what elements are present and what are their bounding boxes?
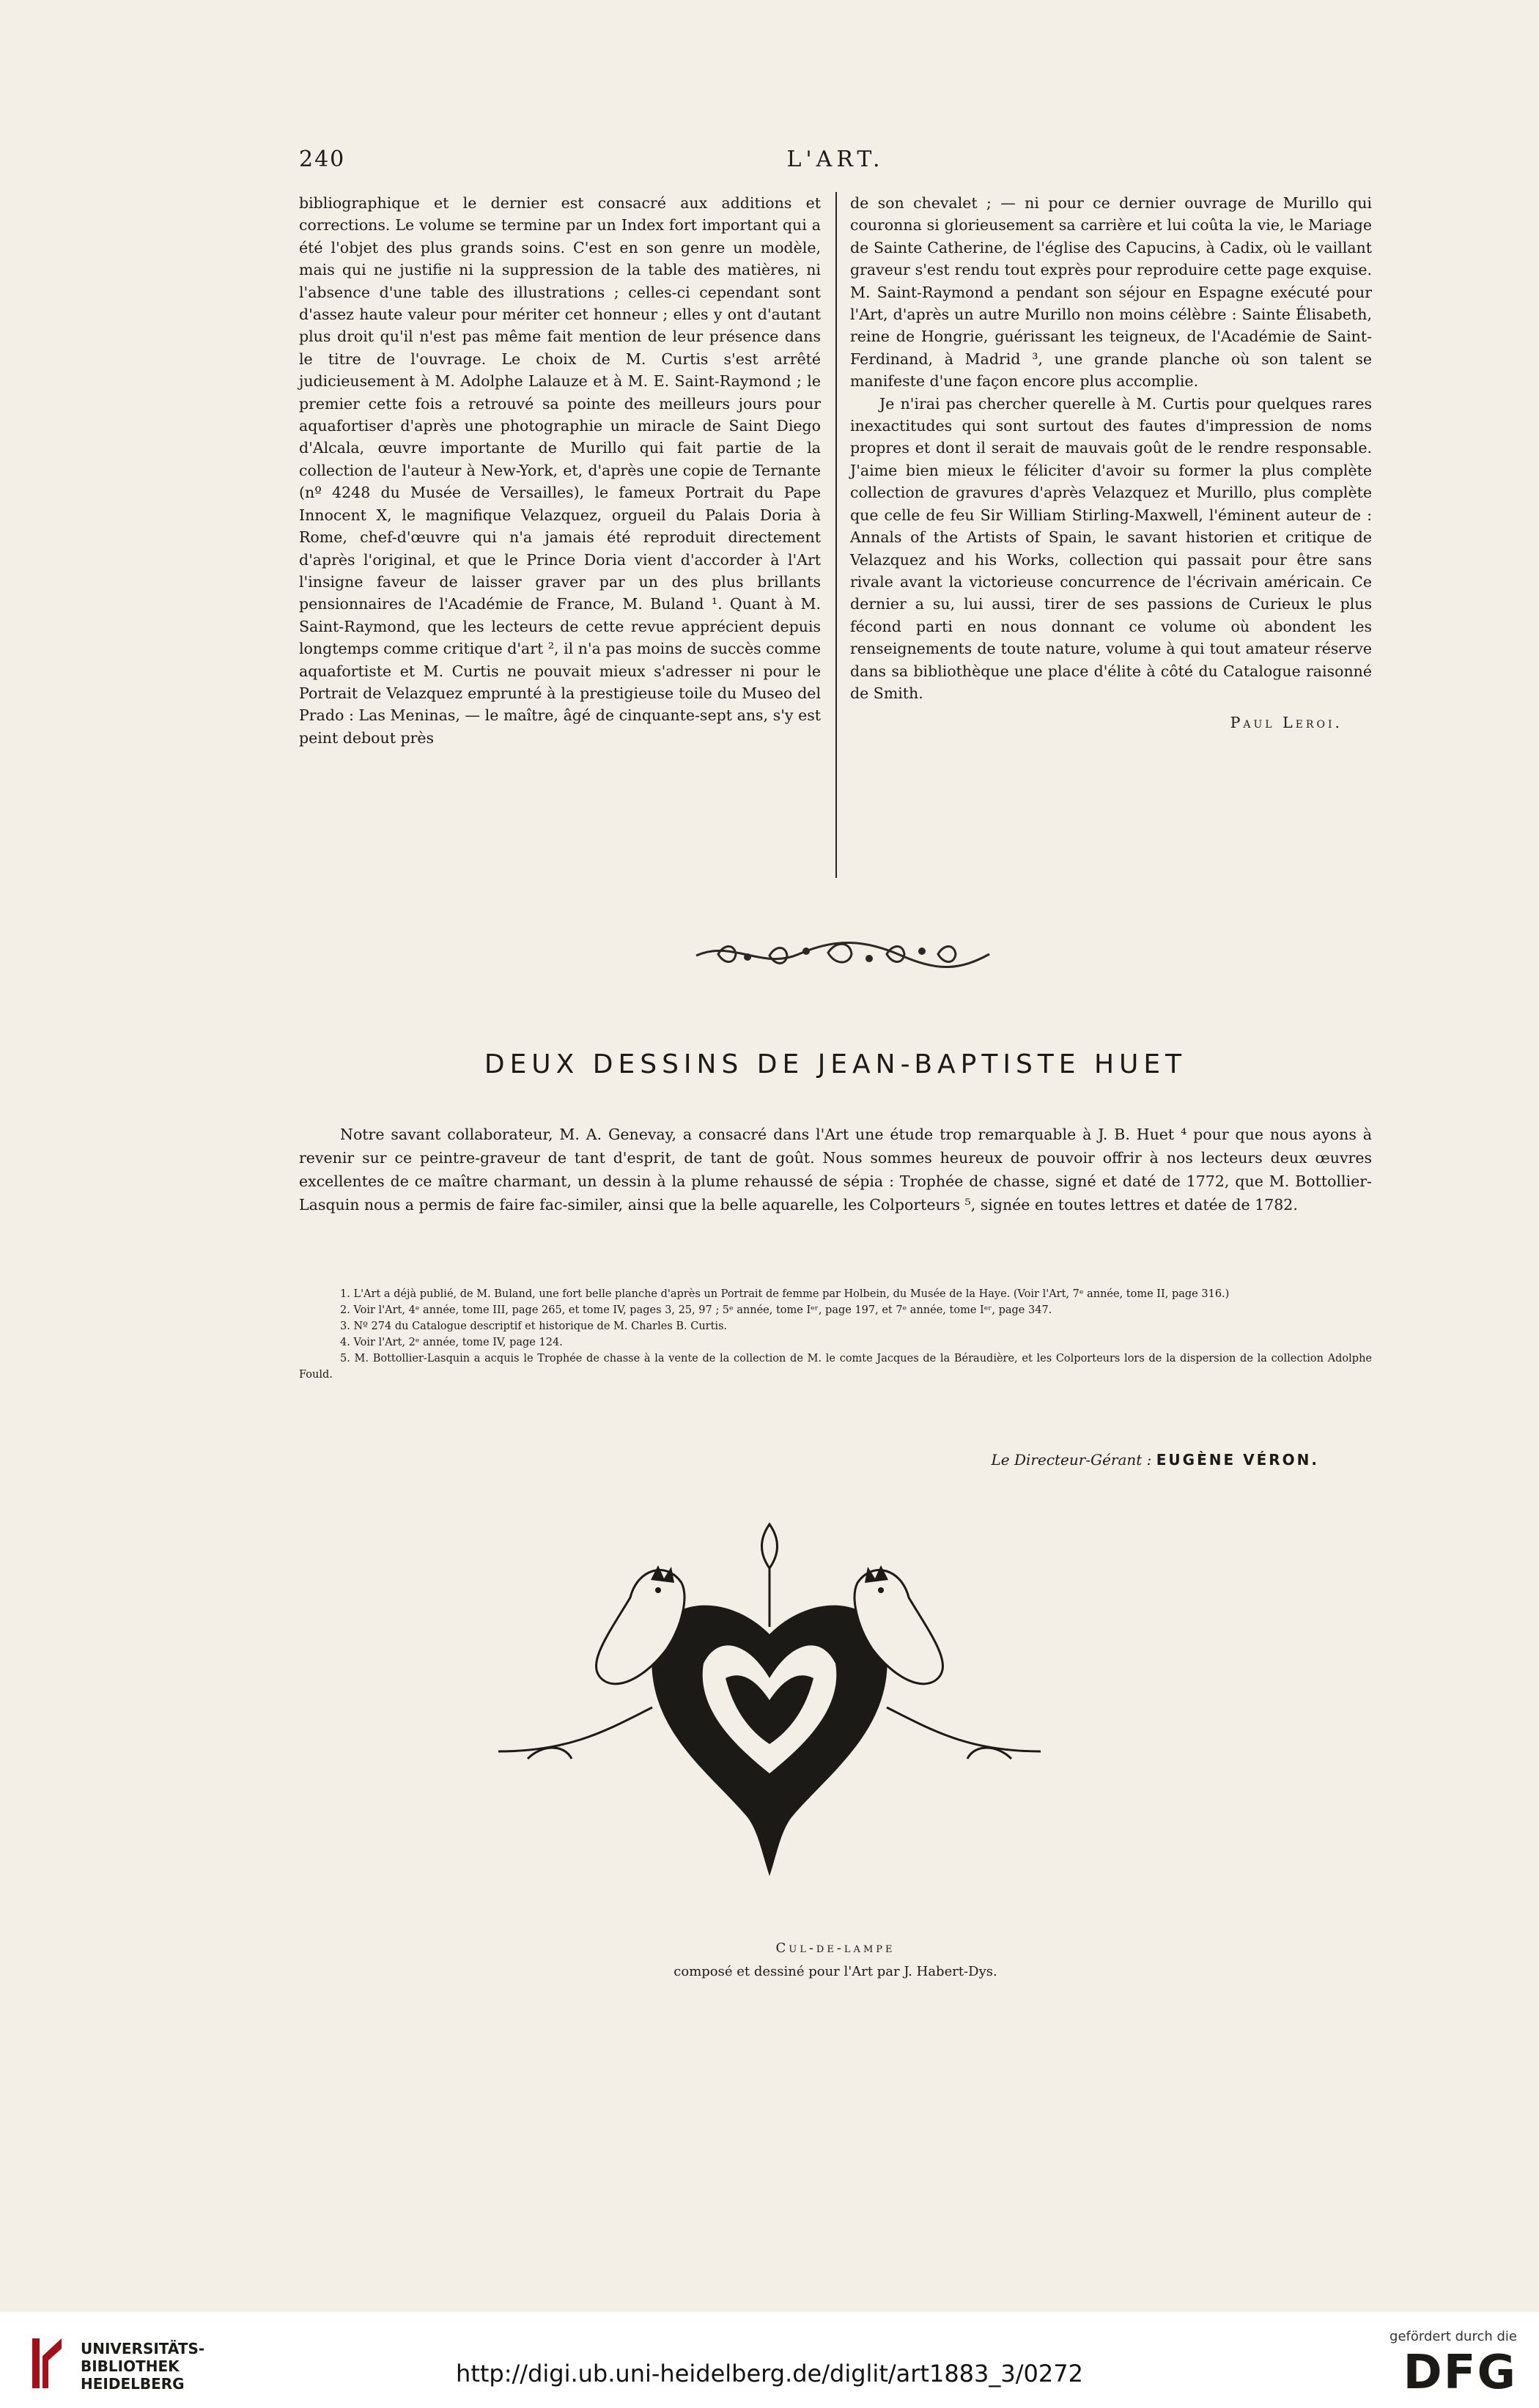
- library-name-line-1: UNIVERSITÄTS-: [81, 2340, 205, 2357]
- roosters-cul-de-lampe-icon: [484, 1510, 1055, 1905]
- figure-caption-subtitle: composé et dessiné pour l'Art par J. Habert-Dys.: [673, 1964, 997, 1979]
- ub-heidelberg-logo-icon: [29, 2334, 67, 2393]
- library-name-line-2: BIBLIOTHEK: [81, 2357, 180, 2375]
- footnotes: [299, 1286, 1372, 1383]
- floral-vignette-icon: [689, 932, 997, 976]
- footnote-1: 1. L'Art a déjà publié, de M. Buland, une fort belle planche d'après un Portrait de femme par Holbein, du Musée de la Haye. (Voir l'Art, 7ᵉ année, tome II, page 316.): [340, 1288, 1230, 1300]
- source-url-link[interactable]: http://digi.ub.uni-heidelberg.de/diglit/art1883_3/0272: [456, 2360, 1083, 2387]
- funding-note: gefördert durch die: [1389, 2329, 1517, 2344]
- right-paragraph-2: Je n'irai pas chercher querelle à M. Curtis pour quelques rares inexactitudes qui sont surtout des fautes d'impression de noms propres et dont il serait de mauvais goût de le rendre responsable. J'aime bien mieux le féliciter d'avoir su former la plus complète collection de gravures d'après Velazquez et Murillo, plus complète que celle de feu Sir William Stirling-Maxwell, l'éminent auteur de : Annals of the Artists of Spain, le savant historien et critique de Velazquez and his Works, collection qui passait pour être sans rivale avant la victorieuse concurrence de l'écrivain américain. Ce dernier a su, lui aussi, tirer de ses passions de Curieux le plus fécond parti en nous donnant ce volume où abondent les renseignements de toute nature, volume à qui tout amateur réserve dans sa bibliothèque une place d'élite à côté du Catalogue raisonné de Smith.: [850, 394, 1372, 702]
- section-body: Notre savant collaborateur, M. A. Genevay, a consacré dans l'Art une étude trop remarquable à J. B. Huet ⁴ pour que nous ayons à revenir sur ce peintre-graveur de tant d'esprit, de tant de goût. Nous sommes heureux de pouvoir offrir à nos lecteurs deux œuvres excellentes de ce maître charmant, un dessin à la plume rehaussé de sépia : Trophée de chasse, signé et daté de 1772, que M. Bottollier-Lasquin nous a permis de faire fac-similer, ainsi que la belle aquarelle, les Colporteurs ⁵, signée en toutes lettres et datée de 1782.: [299, 1126, 1372, 1214]
- director-label: Le Directeur-Gérant :: [991, 1451, 1156, 1469]
- section-title: DEUX DESSINS DE JEAN-BAPTISTE HUET: [484, 1049, 1187, 1079]
- column-divider: [835, 192, 837, 878]
- library-logo[interactable]: [29, 2334, 249, 2393]
- journal-title: L'ART.: [786, 147, 885, 172]
- left-column: [299, 192, 821, 749]
- footnote-4: 4. Voir l'Art, 2ᵉ année, tome IV, page 124.: [340, 1337, 563, 1348]
- page-number: 240: [299, 147, 346, 172]
- right-paragraph-1: de son chevalet ; — ni pour ce dernier ouvrage de Murillo qui couronna si glorieusement sa carrière et lui coûta la vie, le Mariage de Sainte Catherine, de l'église des Capucins, à Cadix, où le vaillant graveur s'est rendu tout exprès pour reproduire cette page exquise. M. Saint-Raymond a pendant son séjour en Espagne exécuté pour l'Art, d'après un autre Murillo non moins célèbre : Sainte Élisabeth, reine de Hongrie, guérissant les teigneux, de l'Académie de Saint-Ferdinand, à Madrid ³, une grande planche où son talent se manifeste d'une façon encore plus accomplie.: [850, 194, 1372, 391]
- right-column: [850, 192, 1372, 734]
- figure-caption-title: Cul-de-lampe: [775, 1940, 896, 1956]
- footnote-5: 5. M. Bottollier-Lasquin a acquis le Trophée de chasse à la vente de la collection de M. le comte Jacques de la Béraudière, et les Colporteurs lors de la dispersion de la collection Adolphe Fould.: [299, 1353, 1372, 1381]
- dfg-logo[interactable]: DFG: [1403, 2346, 1517, 2400]
- library-name-line-3: HEIDELBERG: [81, 2375, 185, 2393]
- library-name: [81, 2340, 204, 2393]
- director-name: EUGÈNE VÉRON.: [1156, 1451, 1319, 1469]
- running-header: [299, 147, 1372, 176]
- director-line: [660, 1451, 1319, 1469]
- footnote-2: 2. Voir l'Art, 4ᵉ année, tome III, page 265, et tome IV, pages 3, 25, 97 ; 5ᵉ année, tome Iᵉʳ, page 197, et 7ᵉ année, tome Iᵉʳ, page 347.: [340, 1304, 1052, 1316]
- footnote-3: 3. Nº 274 du Catalogue descriptif et historique de M. Charles B. Curtis.: [340, 1321, 728, 1332]
- left-paragraph-1: bibliographique et le dernier est consacré aux additions et corrections. Le volume se termine par un Index fort important qui a été l'objet des plus grands soins. C'est en son genre un modèle, mais qui ne justifie ni la suppression de la table des matières, ni l'absence d'une table des illustrations ; celles-ci cependant sont d'assez haute valeur pour mériter cet honneur ; elles y ont d'autant plus droit qu'il n'est pas même fait mention de leur présence dans le titre de l'ouvrage. Le choix de M. Curtis s'est arrêté judicieusement à M. Adolphe Lalauze et à M. E. Saint-Raymond ; le premier cette fois a retrouvé sa pointe des meilleurs jours pour aquafortiser d'après une photographie un miracle de Saint Diego d'Alcala, œuvre importante de Murillo qui fait partie de la collection de l'auteur à New-York, et, d'après une copie de Ternante (nº 4248 du Musée de Versailles), le fameux Portrait du Pape Innocent X, le magnifique Velazquez, orgueil du Palais Doria à Rome, chef-d'œuvre qui n'a jamais été reproduit directement d'après l'original, et que le Prince Doria vient d'accorder à l'Art l'insigne faveur de laisser graver par un des plus brillants pensionnaires de l'Académie de France, M. Buland ¹. Quant à M. Saint-Raymond, que les lecteurs de cette revue apprécient depuis longtemps comme critique d'art ², il n'a pas moins de succès comme aquafortiste et M. Curtis ne pouvait mieux s'adresser ni pour le Portrait de Velazquez emprunté à la prestigieuse toile du Museo del Prado : Las Meninas, — le maître, âgé de cinquante-sept ans, s'y est peint debout près: [299, 194, 821, 747]
- author-signature: Paul Leroi.: [1230, 714, 1343, 732]
